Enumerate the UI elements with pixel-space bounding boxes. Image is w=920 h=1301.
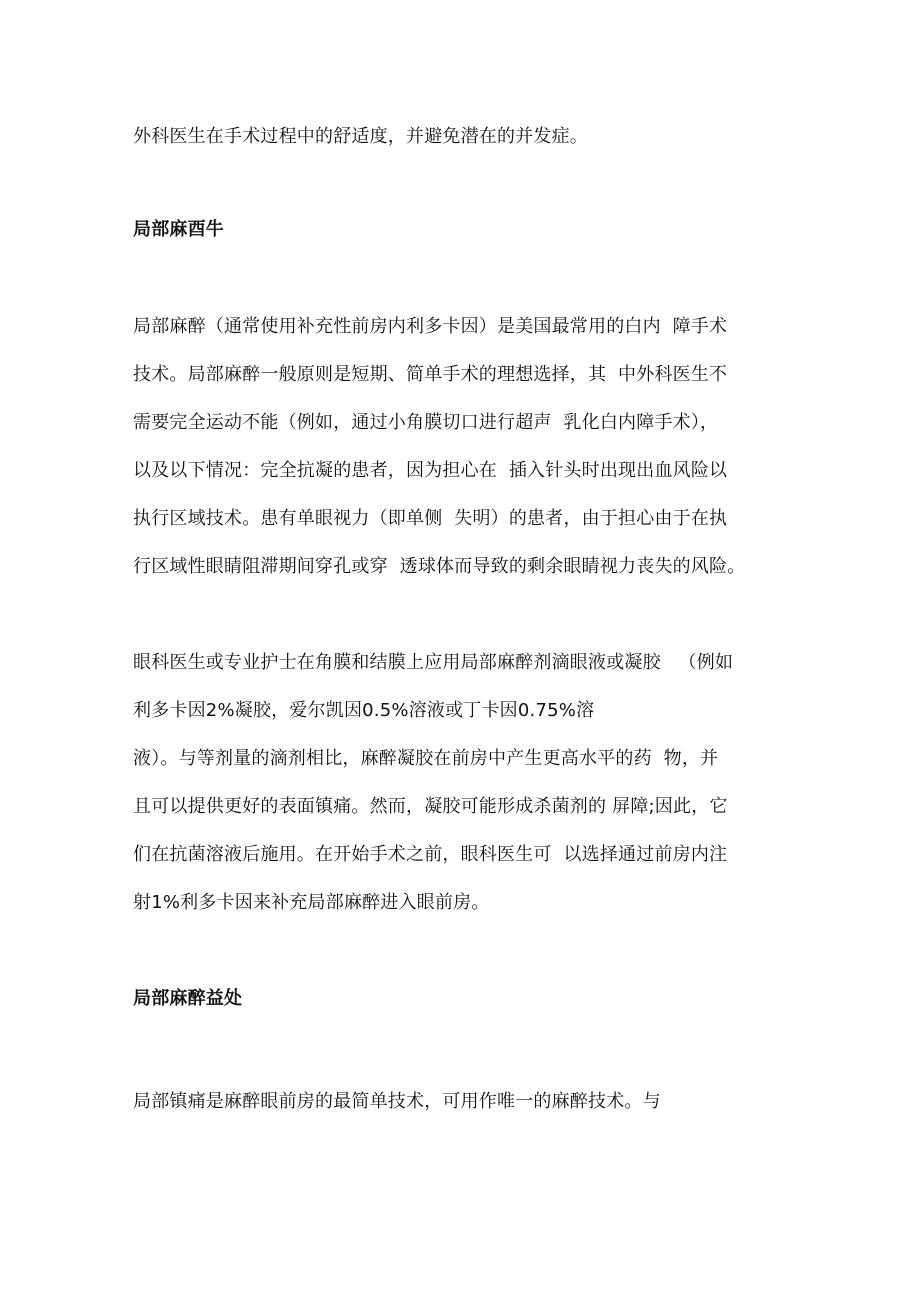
paragraph-2-line-3: 液）。与等剂量的滴剂相比，麻醉凝胶在前房中产生更高水平的药 物，并 bbox=[133, 748, 719, 769]
paragraph-3-line-1: 局部镇痛是麻醉眼前房的最简单技术，可用作唯一的麻醉技术。与 bbox=[133, 1091, 661, 1112]
paragraph-1-line-4: 以及以下情况：完全抗凝的患者，因为担心在 插入针头时出现出血风险以 bbox=[133, 460, 728, 481]
paragraph-2-line-2: 利多卡因2%凝胶，爱尔凯因0.5%溶液或丁卡因0.75%溶 bbox=[133, 700, 595, 721]
paragraph-2-line-6: 射1%利多卡因来补充局部麻醉进入眼前房。 bbox=[133, 892, 490, 913]
paragraph-1-line-1: 局部麻醉（通常使用补充性前房内利多卡因）是美国最常用的白内 障手术 bbox=[133, 316, 728, 337]
paragraph-1-line-5: 执行区域技术。患有单眼视力（即单侧 失明）的患者，由于担心由于在执 bbox=[133, 508, 728, 529]
paragraph-1-line-3: 需要完全运动不能（例如，通过小角膜切口进行超声 乳化白内障手术）， bbox=[133, 412, 719, 433]
paragraph-1-line-6: 行区域性眼睛阻滞期间穿孔或穿 透球体而导致的剩余眼睛视力丧失的风险。 bbox=[133, 556, 746, 577]
paragraph-2-line-5: 们在抗菌溶液后施用。在开始手术之前，眼科医生可 以选择通过前房内注 bbox=[133, 844, 728, 865]
section-heading-topical-anesthesia: 局部麻酉牛 bbox=[133, 219, 224, 240]
section-heading-benefits: 局部麻醉益处 bbox=[133, 988, 243, 1009]
paragraph-1-line-2: 技术。局部麻醉一般原则是短期、简单手术的理想选择，其 中外科医生不 bbox=[133, 364, 728, 385]
intro-text-line: 外科医生在手术过程中的舒适度，并避免潜在的并发症。 bbox=[133, 126, 588, 147]
paragraph-2-line-4: 且可以提供更好的表面镇痛。然而，凝胶可能形成杀菌剂的 屏障;因此，它 bbox=[133, 796, 728, 817]
paragraph-2-line-1: 眼科医生或专业护士在角膜和结膜上应用局部麻醉剂滴眼液或凝胶 （例如 bbox=[133, 652, 734, 673]
